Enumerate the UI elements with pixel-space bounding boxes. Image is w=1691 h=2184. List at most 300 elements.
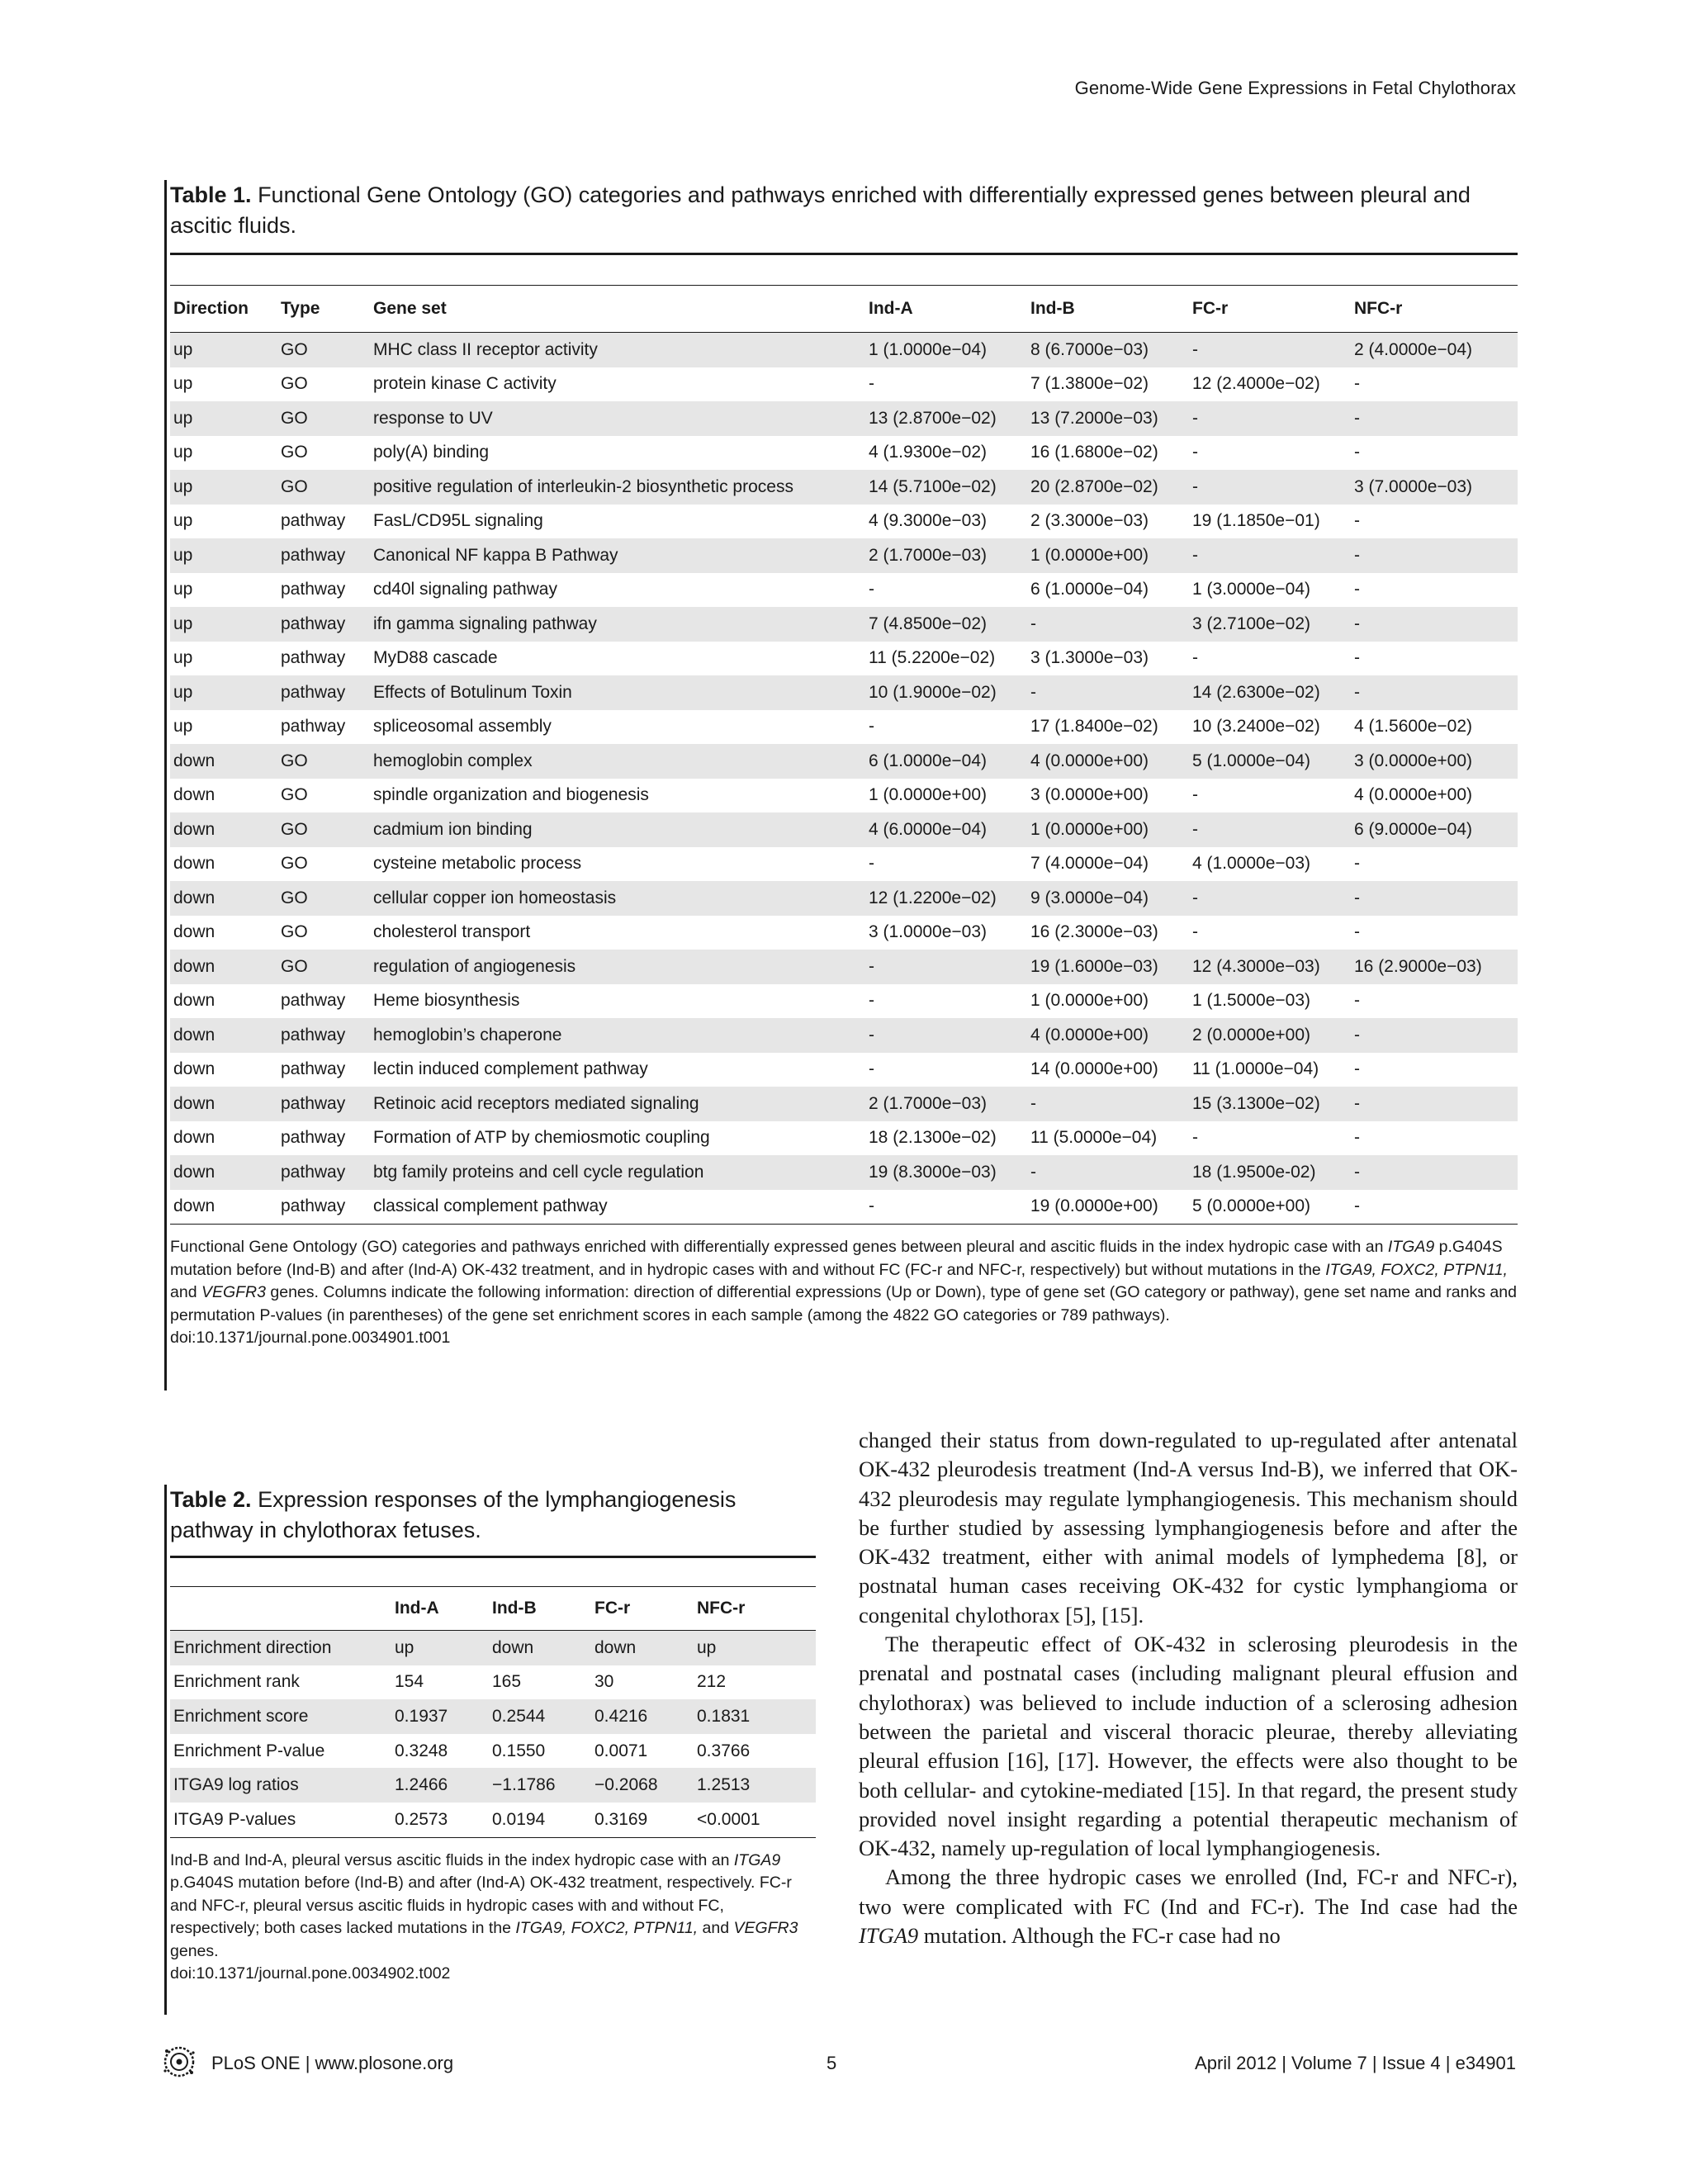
body-paragraph: The therapeutic effect of OK-432 in sclerosing pleurodesis in the prenatal and postnatal cases (including malignant pleural effusion and chylothorax) was believed to include induction of a sclerosing adhesion between the parietal and visceral thoracic pleurae, thereby alleviating pleural effusion [16], [17]. However, the effects were also thought to be both cellular- and cytokine-mediated [15]. In that regard, the present study provided novel insight regarding a potential therapeutic mechanism of OK-432, namely up-regulation of local lymphangiogenesis. (859, 1632, 1518, 1861)
table2-row-cell: −1.1786 (489, 1768, 591, 1803)
table1-footnote-text: p.G404S mutation before (Ind-B) and after (Ind-A) OK-432 treatment, and in hydropic cases with and without FC (FC-r and NFC-r, respectively) but without mutations in the (170, 1238, 1503, 1279)
table1-row (170, 607, 1518, 642)
table2-header-cell: FC-r (594, 1599, 631, 1618)
table1-row-cell: - (1351, 675, 1518, 710)
table1-row-cell: - (869, 374, 874, 394)
table1-row-cell: 13 (7.2000e−03) (1027, 401, 1189, 436)
table1-row-cell: 3 (7.0000e−03) (1351, 470, 1518, 505)
table1-row-cell: 12 (4.3000e−03) (1189, 950, 1351, 984)
table1-row-cell: down (170, 950, 277, 984)
page-footer (159, 2048, 1516, 2081)
table1-header-cell: Direction (173, 299, 249, 318)
table2-header-cell: Ind-B (492, 1599, 537, 1618)
table1-row-cell: 18 (2.1300e−02) (869, 1128, 997, 1148)
table1-row-cell: 11 (5.2200e−02) (869, 648, 996, 668)
table1-row-cell: pathway (281, 648, 346, 668)
gene-name: ITGA9 (1387, 1238, 1435, 1256)
table2-row-cell: 1.2466 (391, 1768, 489, 1803)
body-text-span: mutation. Although the FC-r case had no (918, 1923, 1281, 1949)
table1-row-cell: 16 (2.3000e−03) (1030, 922, 1158, 942)
table2-row (170, 1665, 816, 1700)
table1-row-cell: - (1354, 580, 1360, 599)
table2-row-cell: Enrichment score (170, 1699, 391, 1734)
table1-row (170, 950, 1518, 984)
table1-row-cell: - (1354, 1196, 1360, 1216)
table1-row-cell: 19 (8.3000e−03) (865, 1155, 1027, 1190)
table1-row-cell: 3 (1.0000e−03) (869, 922, 988, 942)
table1-row (170, 642, 1518, 676)
table1-row-cell: 6 (9.0000e−04) (1351, 812, 1518, 847)
table1-row-cell: 3 (0.0000e+00) (1030, 785, 1149, 805)
table1-row-cell: - (1189, 470, 1351, 505)
table1-row-cell: up (170, 607, 277, 642)
table2-row (170, 1734, 816, 1769)
table1-row (170, 1087, 1518, 1121)
table2-footnote-text: Ind-B and Ind-A, pleural versus ascitic fluids in the index hydropic case with an (170, 1850, 734, 1869)
table1-row-cell: 3 (1.3000e−03) (1030, 648, 1149, 668)
table1-row-cell: - (1351, 607, 1518, 642)
table2-row-cell: Enrichment P-value (173, 1741, 325, 1760)
table1-row-cell: 16 (2.9000e−03) (1351, 950, 1518, 984)
table1-row-cell: cholesterol transport (373, 922, 531, 942)
table2-header-cell: Ind-A (395, 1599, 439, 1618)
table1-row-cell: GO (277, 950, 370, 984)
table1-row-cell: 6 (1.0000e−04) (865, 744, 1027, 779)
table1-row-cell: - (869, 1059, 874, 1079)
table1-row-cell: - (1027, 1155, 1189, 1190)
table1-row-cell: - (1189, 881, 1351, 916)
table1-row (170, 847, 1518, 882)
table1-row-cell: - (1192, 785, 1198, 805)
table1-row-cell: up (173, 443, 193, 462)
table1-row-cell: - (1192, 443, 1198, 462)
table1-row (170, 916, 1518, 950)
table1-row-cell: - (1354, 511, 1360, 531)
table1-footnote (170, 1236, 1518, 1350)
table1-row-cell: 4 (1.5600e−02) (1354, 717, 1473, 737)
table1-row-cell: MyD88 cascade (373, 648, 498, 668)
table1-row-cell: pathway (281, 511, 346, 531)
table2-row (170, 1631, 816, 1665)
table1-row-cell: GO (277, 470, 370, 505)
table1-row-cell: 4 (0.0000e+00) (1027, 1018, 1189, 1053)
table1-row-cell: spindle organization and biogenesis (373, 785, 649, 805)
table2-footnote (170, 1850, 816, 1986)
table1-row-cell: 1 (0.0000e+00) (1030, 991, 1149, 1011)
table1-row-cell: response to UV (370, 401, 865, 436)
table1-top-rule (170, 253, 1518, 255)
table1-row-cell: - (869, 717, 874, 737)
table1-row-cell: 16 (1.6800e−02) (1030, 443, 1158, 462)
table1-row-cell: up (170, 401, 277, 436)
table1-row (170, 505, 1518, 539)
table1-row-cell: - (1351, 538, 1518, 573)
table1-row (170, 538, 1518, 573)
table1-row-cell: - (865, 1018, 1027, 1053)
table1-row-cell: - (869, 854, 874, 874)
table1-row-cell: GO (281, 785, 308, 805)
table1-row-cell: up (170, 675, 277, 710)
table1-row-cell: 14 (0.0000e+00) (1030, 1059, 1158, 1079)
table1-row-cell: up (170, 333, 277, 367)
table1-row (170, 573, 1518, 608)
table2-footnote-text: genes. (170, 1941, 219, 1960)
table1-row-cell: 4 (9.3000e−03) (869, 511, 988, 531)
table1-row-cell: - (1354, 854, 1360, 874)
table1-row-cell: pathway (277, 1018, 370, 1053)
table1-row-cell: - (865, 950, 1027, 984)
gene-name: VEGFR3 (733, 1919, 798, 1938)
table1-row-cell: 4 (0.0000e+00) (1354, 785, 1473, 805)
table1-row-cell: Effects of Botulinum Toxin (370, 675, 865, 710)
table1-row-cell: pathway (281, 1059, 346, 1079)
table1-row-cell: - (1351, 1018, 1518, 1053)
table2-row-cell: down (489, 1631, 591, 1665)
table1-row-cell: 4 (0.0000e+00) (1027, 744, 1189, 779)
table1-row-cell: 20 (2.8700e−02) (1027, 470, 1189, 505)
gene-name: ITGA9, FOXC2, PTPN11, (1325, 1260, 1508, 1279)
gene-name: ITGA9 (733, 1850, 781, 1869)
page-number: 5 (827, 2053, 837, 2073)
table1-row-cell: - (1189, 538, 1351, 573)
table1-row-cell: btg family proteins and cell cycle regulation (370, 1155, 865, 1190)
table1-header-cell: Ind-B (1030, 299, 1075, 318)
table2-row-cell: Enrichment direction (170, 1631, 391, 1665)
table1-row-cell: 4 (6.0000e−04) (865, 812, 1027, 847)
table2-row-cell: 0.3766 (697, 1741, 751, 1760)
table1-row-cell: GO (281, 374, 308, 394)
table1-row-cell: 7 (1.3800e−02) (1030, 374, 1149, 394)
table1-row (170, 436, 1518, 471)
table1-row-cell: pathway (281, 717, 346, 737)
table2-body (170, 1631, 816, 1838)
table1-row-cell: - (1351, 881, 1518, 916)
table2-row-cell: up (391, 1631, 489, 1665)
table1-header-cell: FC-r (1192, 299, 1229, 318)
table1-row-cell: Heme biosynthesis (373, 991, 520, 1011)
table1-row-cell: down (173, 1128, 216, 1148)
table1-doi[interactable]: doi:10.1371/journal.pone.0034901.t001 (170, 1329, 451, 1347)
table1-row-cell: down (173, 854, 216, 874)
body-text-span: Among the three hydropic cases we enrolled (Ind, FC-r and NFC-r), two were complicated with FC (Ind and FC-r). The Ind case had the (859, 1864, 1518, 1919)
table1-row-cell: lectin induced complement pathway (373, 1059, 648, 1079)
table1-header-cell: Ind-A (869, 299, 913, 318)
table1-row-cell: 4 (1.0000e−03) (1192, 854, 1311, 874)
table1-row-cell: 19 (1.1850e−01) (1192, 511, 1320, 531)
table1-label: Table 1. (170, 182, 252, 207)
table2-header-cell (170, 1587, 391, 1631)
table2-title: Expression responses of the lymphangiogenesis pathway in chylothorax fetuses. (170, 1487, 737, 1542)
table1-row-cell: Formation of ATP by chemiosmotic coupling (373, 1128, 710, 1148)
table1-row-cell: - (1189, 333, 1351, 367)
table1-row-cell: 3 (0.0000e+00) (1351, 744, 1518, 779)
table1-row-cell: GO (281, 443, 308, 462)
table1-row-cell: down (170, 1087, 277, 1121)
table1-row-cell: GO (281, 854, 308, 874)
table1-row-cell: hemoglobin’s chaperone (370, 1018, 865, 1053)
table1-row (170, 1190, 1518, 1225)
footer-journal[interactable]: PLoS ONE | www.plosone.org (211, 2053, 454, 2073)
table1-row-cell: cd40l signaling pathway (373, 580, 557, 599)
table1-row (170, 881, 1518, 916)
table1-row (170, 1155, 1518, 1190)
body-paragraph: changed their status from down-regulated to up-regulated after antenatal OK-432 pleurodesis treatment (Ind-A versus Ind-B), we inferred that OK-432 pleurodesis may regulate lymphangiogenesis. This mechanism should be further studied by assessing lymphangiogenesis before and after the OK-432 treatment, either with animal models of lymphedema [8], or postnatal human cases receiving OK-432 for cystic lymphangioma or congenital chylothorax [5], [15]. (859, 1428, 1518, 1627)
table1-row-cell: - (1354, 1059, 1360, 1079)
table1-row-cell: up (173, 511, 193, 531)
table1-row-cell: GO (277, 401, 370, 436)
table1-footnote-text: and (170, 1283, 201, 1301)
table2-header-cell: NFC-r (697, 1599, 746, 1618)
table1-row-cell: 15 (3.1300e−02) (1189, 1087, 1351, 1121)
table1-row-cell: 6 (1.0000e−04) (1030, 580, 1149, 599)
table1-grid (170, 285, 1518, 1225)
table1-row-cell: pathway (277, 607, 370, 642)
table2-row-cell: 0.4216 (591, 1699, 694, 1734)
table1-row-cell: 12 (1.2200e−02) (865, 881, 1027, 916)
plos-logo-icon (159, 2041, 200, 2082)
table1-row-cell: poly(A) binding (373, 443, 490, 462)
table1-row-cell: 1 (0.0000e+00) (1027, 812, 1189, 847)
table1-row-cell: protein kinase C activity (373, 374, 557, 394)
table1-row-cell: classical complement pathway (373, 1196, 608, 1216)
table2-top-rule (170, 1556, 816, 1558)
table1-row-cell: 9 (3.0000e−04) (1027, 881, 1189, 916)
table1-row-cell: down (173, 991, 216, 1011)
table2-header-row (170, 1587, 816, 1631)
table1-row-cell: 3 (2.7100e−02) (1189, 607, 1351, 642)
table1-row (170, 367, 1518, 402)
table1-row-cell: spliceosomal assembly (373, 717, 552, 737)
table1-row-cell: - (1027, 1087, 1189, 1121)
table1-row-cell: - (1351, 401, 1518, 436)
table1-row-cell: positive regulation of interleukin-2 biosynthetic process (370, 470, 865, 505)
table1-row-cell: 2 (3.3000e−03) (1030, 511, 1149, 531)
body-text-column (859, 1426, 1518, 1950)
table1-row-cell: pathway (277, 1087, 370, 1121)
table2-footnote-text: and (698, 1919, 734, 1938)
table1-row-cell: 2 (1.7000e−03) (865, 1087, 1027, 1121)
table1-row-cell: 1 (1.5000e−03) (1192, 991, 1311, 1011)
table1-row-cell: GO (277, 881, 370, 916)
table1-row (170, 1121, 1518, 1156)
table1-row-cell: - (1354, 443, 1360, 462)
body-paragraph (859, 1863, 1518, 1950)
table1-row-cell: GO (277, 744, 370, 779)
table2-row-cell: 154 (395, 1672, 424, 1692)
table1-row-cell: cadmium ion binding (370, 812, 865, 847)
table1-header-cell: NFC-r (1354, 299, 1403, 318)
table1-caption (170, 180, 1518, 241)
table1-row-cell: 5 (0.0000e+00) (1192, 1196, 1311, 1216)
table1-row-cell: 1 (0.0000e+00) (1027, 538, 1189, 573)
table1-row-cell: - (1354, 648, 1360, 668)
table1-row-cell: 1 (0.0000e+00) (869, 785, 988, 805)
table1-row-cell: 14 (5.7100e−02) (865, 470, 1027, 505)
table1-row-cell: pathway (281, 580, 346, 599)
table2-footnote-text: p.G404S mutation before (Ind-B) and after (Ind-A) OK-432 treatment, respectively. FC-r and NFC-r, pleural versus ascitic fluids in hydropic cases with and without FC, respectively; both cases lacked mutations in the (170, 1874, 792, 1938)
table1-row-cell: MHC class II receptor activity (370, 333, 865, 367)
table1-header-cell: Type (281, 299, 320, 318)
table1-row-cell: cysteine metabolic process (373, 854, 582, 874)
table1-row-cell: - (1027, 675, 1189, 710)
running-head: Genome-Wide Gene Expressions in Fetal Chylothorax (1074, 78, 1516, 98)
table2-row-cell: ITGA9 P-values (173, 1809, 296, 1829)
table1-row-cell: regulation of angiogenesis (370, 950, 865, 984)
table1-row-cell: down (170, 812, 277, 847)
footer-issue: April 2012 | Volume 7 | Issue 4 | e34901 (1195, 2053, 1516, 2073)
table1-footnote-text: Functional Gene Ontology (GO) categories and pathways enriched with differentially expressed genes between pleural and ascitic fluids in the index hydropic case with an (170, 1238, 1388, 1256)
table1-header-row (170, 286, 1518, 333)
table1-row-cell: 14 (2.6300e−02) (1189, 675, 1351, 710)
table2-row-cell: 0.2544 (489, 1699, 591, 1734)
table1-row (170, 333, 1518, 367)
table1-row-cell: - (869, 991, 874, 1011)
table1-row (170, 1053, 1518, 1087)
table1-row (170, 812, 1518, 847)
table1-row-cell: 18 (1.9500e-02) (1189, 1155, 1351, 1190)
table1-row-cell: pathway (281, 1196, 346, 1216)
table2-row-cell: 0.0071 (594, 1741, 648, 1760)
table1-row-cell: 11 (5.0000e−04) (1030, 1128, 1158, 1148)
table1-row-cell: down (173, 785, 216, 805)
table1-row-cell: up (173, 717, 193, 737)
table2-row-cell: 165 (492, 1672, 522, 1692)
table1-row-cell: - (1354, 991, 1360, 1011)
table1-row-cell: 10 (3.2400e−02) (1192, 717, 1320, 737)
table1-row-cell: 4 (1.9300e−02) (869, 443, 988, 462)
table1-row-cell: - (1354, 922, 1360, 942)
table1-row-cell: hemoglobin complex (370, 744, 865, 779)
table1-left-bar (164, 180, 167, 1390)
table1-row-cell: - (1354, 1128, 1360, 1148)
table1-row-cell: - (1354, 374, 1360, 394)
table2-doi[interactable]: doi:10.1371/journal.pone.0034902.t002 (170, 1964, 451, 1983)
table2 (170, 1485, 816, 1986)
table1-row-cell: up (170, 538, 277, 573)
table1-row-cell: down (170, 1155, 277, 1190)
table2-row-cell: 0.1937 (391, 1699, 489, 1734)
table1-row-cell: down (170, 744, 277, 779)
table1-row-cell: up (170, 470, 277, 505)
gene-name: ITGA9 (859, 1923, 919, 1949)
table2-row-cell: 30 (594, 1672, 614, 1692)
table1-row-cell: down (170, 881, 277, 916)
table1-row-cell: 1 (1.0000e−04) (865, 333, 1027, 367)
table2-row-cell: 0.2573 (395, 1809, 448, 1829)
table1-row-cell: 2 (0.0000e+00) (1189, 1018, 1351, 1053)
table1-row-cell: GO (281, 922, 308, 942)
table1-row-cell: pathway (281, 991, 346, 1011)
table2-row-cell: Enrichment rank (173, 1672, 300, 1692)
table2-row-cell: −0.2068 (591, 1768, 694, 1803)
table1-row-cell: down (170, 1018, 277, 1053)
table1-row-cell: 13 (2.8700e−02) (865, 401, 1027, 436)
table2-left-bar (164, 1485, 167, 2015)
table2-row (170, 1803, 816, 1837)
table2-row-cell: up (694, 1631, 816, 1665)
table2-row-cell: 0.0194 (492, 1809, 546, 1829)
table1-title: Functional Gene Ontology (GO) categories and pathways enriched with differentially expressed genes between pleural and ascitic fluids. (170, 182, 1471, 238)
table2-row-cell: <0.0001 (697, 1809, 760, 1829)
gene-name: ITGA9, FOXC2, PTPN11, (515, 1919, 699, 1938)
table1-row-cell: - (1192, 922, 1198, 942)
table1-row (170, 744, 1518, 779)
table1-row-cell: 11 (1.0000e−04) (1192, 1059, 1319, 1079)
table1-row (170, 675, 1518, 710)
table1-row (170, 401, 1518, 436)
table1-row-cell: 7 (4.0000e−04) (1030, 854, 1149, 874)
table1-row-cell: down (173, 922, 216, 942)
table1-row-cell: up (173, 648, 193, 668)
table1-row (170, 470, 1518, 505)
table2-row-cell: 0.3248 (395, 1741, 448, 1760)
table1-row-cell: - (1192, 1128, 1198, 1148)
table1-footnote-text: genes. Columns indicate the following information: direction of differential expressions (Up or Down), type of gene set (GO category or pathway), gene set name and ranks and permutation P-values (in parentheses) of the gene set enrichment scores in each sample (among the 4822 GO categories or 789 pathways). (170, 1283, 1517, 1324)
table1-row-cell: Canonical NF kappa B Pathway (370, 538, 865, 573)
table1-row (170, 779, 1518, 813)
table2-label: Table 2. (170, 1487, 252, 1512)
table2-row-cell: 212 (697, 1672, 727, 1692)
table1-row-cell: - (1192, 648, 1198, 668)
table2-grid (170, 1586, 816, 1838)
table1-row-cell: down (173, 1196, 216, 1216)
table1-row-cell: cellular copper ion homeostasis (370, 881, 865, 916)
table1-row-cell: pathway (277, 538, 370, 573)
table1-body (170, 333, 1518, 1225)
table2-caption (170, 1485, 816, 1546)
table1-row-cell: up (173, 580, 193, 599)
table1 (170, 180, 1518, 1350)
table1-row-cell: 12 (2.4000e−02) (1192, 374, 1320, 394)
table1-row-cell: ifn gamma signaling pathway (370, 607, 865, 642)
table1-row-cell: - (1351, 1087, 1518, 1121)
table1-row-cell: GO (277, 333, 370, 367)
table1-row-cell: - (1189, 812, 1351, 847)
table1-row-cell: - (1027, 607, 1189, 642)
table1-row-cell: 19 (0.0000e+00) (1030, 1196, 1158, 1216)
table1-row-cell: up (173, 374, 193, 394)
table1-row-cell: FasL/CD95L signaling (373, 511, 543, 531)
table1-row-cell: 2 (4.0000e−04) (1351, 333, 1518, 367)
table1-row-cell: pathway (277, 675, 370, 710)
table2-row-cell: 0.1831 (694, 1699, 816, 1734)
table2-row (170, 1768, 816, 1803)
table1-row-cell: - (869, 580, 874, 599)
table2-row (170, 1699, 816, 1734)
table1-row-cell: 7 (4.8500e−02) (865, 607, 1027, 642)
table1-row-cell: - (1351, 1155, 1518, 1190)
gene-name: VEGFR3 (201, 1283, 266, 1301)
table1-row-cell: pathway (277, 1155, 370, 1190)
table1-row-cell: 10 (1.9000e−02) (865, 675, 1027, 710)
table2-row-cell: ITGA9 log ratios (170, 1768, 391, 1803)
table1-row-cell: 2 (1.7000e−03) (865, 538, 1027, 573)
table1-row-cell: 1 (3.0000e−04) (1192, 580, 1311, 599)
table2-row-cell: 0.3169 (594, 1809, 648, 1829)
table2-row-cell: 1.2513 (694, 1768, 816, 1803)
table1-row-cell: 5 (1.0000e−04) (1189, 744, 1351, 779)
table1-row-cell: - (869, 1196, 874, 1216)
table1-row-cell: pathway (281, 1128, 346, 1148)
table1-row-cell: GO (277, 812, 370, 847)
table1-row-cell: 19 (1.6000e−03) (1027, 950, 1189, 984)
table1-row-cell: down (173, 1059, 216, 1079)
table1-row-cell: - (1189, 401, 1351, 436)
table1-row (170, 984, 1518, 1019)
table1-row-cell: Retinoic acid receptors mediated signaling (370, 1087, 865, 1121)
table1-row (170, 1018, 1518, 1053)
table2-row-cell: down (591, 1631, 694, 1665)
